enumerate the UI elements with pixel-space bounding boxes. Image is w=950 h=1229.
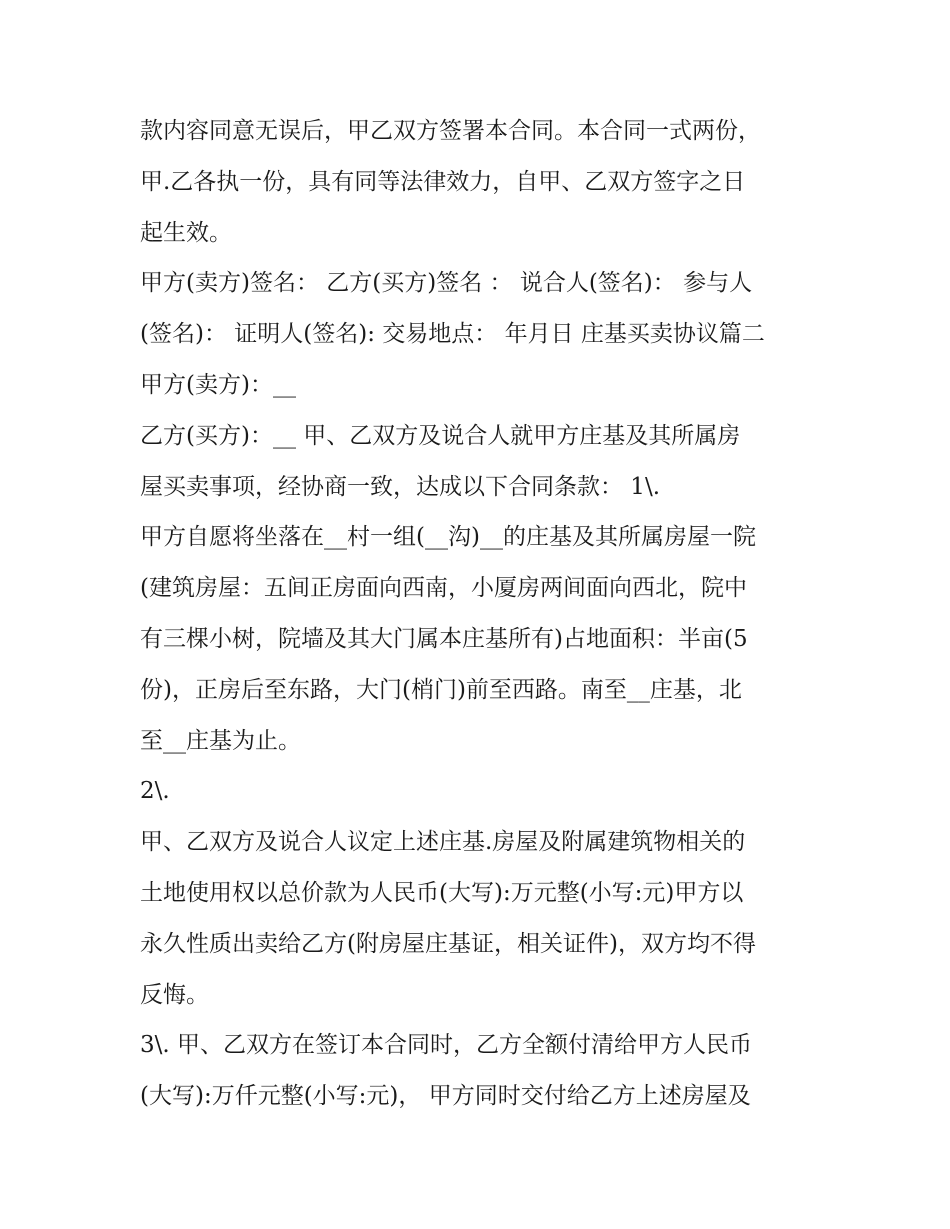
text-line: 有三棵小树，院墙及其大门属本庄基所有)占地面积：半亩(5: [140, 625, 748, 652]
text-line: (签名)： 证明人(签名): 交易地点： 年月日 庄基买卖协议篇二: [140, 321, 765, 348]
text-line: 2\.: [140, 778, 170, 805]
contract-text: [140, 106, 820, 1122]
text-line: 起生效。: [140, 219, 232, 246]
text-line: 甲方(卖方)签名： 乙方(买方)签名 ： 说合人(签名)： 参与人: [140, 270, 753, 297]
text-line: 乙方(买方)：__ 甲、乙双方及说合人就甲方庄基及其所属房: [140, 422, 741, 449]
text-line: 3\. 甲、乙双方在签订本合同时，乙方全额付清给甲方人民币: [140, 1032, 753, 1059]
text-line: 屋买卖事项，经协商一致，达成以下合同条款： 1\.: [140, 473, 661, 500]
text-line: 甲.乙各执一份，具有同等法律效力，自甲、乙双方签字之日: [140, 168, 746, 195]
text-line: 至__庄基为止。: [140, 727, 301, 754]
text-line: 款内容同意无误后，甲乙双方签署本合同。本合同一式两份，: [140, 118, 761, 144]
text-line: 甲、乙双方及说合人议定上述庄基.房屋及附属建筑物相关的: [140, 829, 746, 856]
text-line: (大写):万仟元整(小写:元)， 甲方同时交付给乙方上述房屋及: [140, 1083, 751, 1110]
text-line: 永久性质出卖给乙方(附房屋庄基证，相关证件)，双方均不得: [140, 930, 756, 957]
text-line: 甲方(卖方)：__: [140, 371, 296, 398]
text-line: 土地使用权以总价款为人民币(大写):万元整(小写:元)甲方以: [140, 879, 744, 906]
text-line: 份)，正房后至东路，大门(梢门)前至西路。南至__庄基，北: [140, 676, 742, 703]
text-line: (建筑房屋：五间正房面向西南，小厦房两间面向西北，院中: [140, 575, 747, 602]
text-line: 反悔。: [140, 981, 209, 1008]
text-line: 甲方自愿将坐落在__村一组(__沟)__的庄基及其所属房屋一院: [140, 524, 756, 551]
